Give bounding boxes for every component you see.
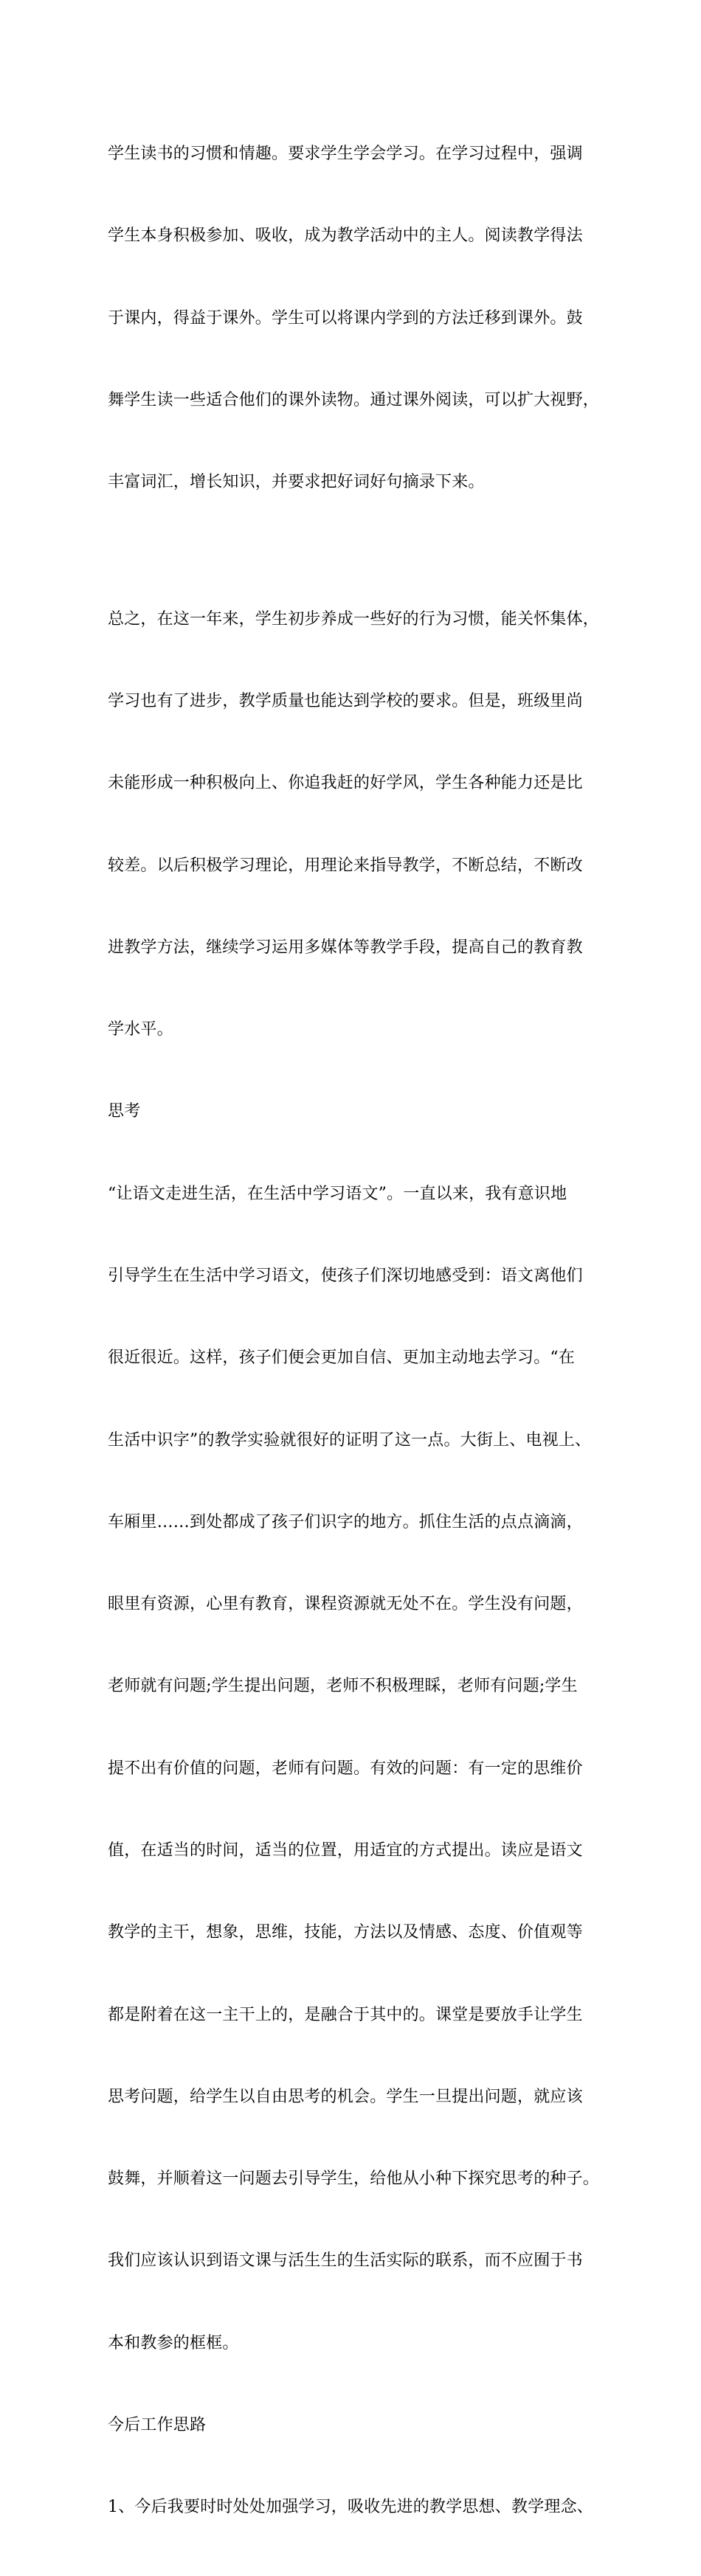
text-line: 丰富词汇，增长知识，并要求把好词好句摘录下来。 <box>108 473 485 492</box>
text-line: 学生读书的习惯和情趣。要求学生学会学习。在学习过程中，强调 <box>108 145 583 164</box>
text-line: 学生本身积极参加、吸收，成为教学活动中的主人。阅读教学得法 <box>108 226 583 246</box>
text-line: 车厢里……到处都成了孩子们识字的地方。抓住生活的点点滴滴， <box>108 1512 583 1531</box>
text-line: 较差。以后积极学习理论，用理论来指导教学，不断总结，不断改 <box>108 856 583 875</box>
text-line: 眼里有资源，心里有教育，课程资源就无处不在。学生没有问题， <box>108 1595 583 1614</box>
text-line: 总之，在这一年来，学生初步养成一些好的行为习惯，能关怀集体， <box>108 609 600 629</box>
text-line: 于课内，得益于课外。学生可以将课内学到的方法迁移到课外。鼓 <box>108 308 583 328</box>
text-line: 本和教参的框框。 <box>108 2333 239 2352</box>
text-line: 教学的主干，想象，思维，技能，方法以及情感、态度、价值观等 <box>108 1923 583 1942</box>
text-line: 思考问题，给学生以自由思考的机会。学生一旦提出问题，就应该 <box>108 2087 583 2106</box>
paragraph-reading-habits <box>108 86 602 551</box>
text-line: 值，在适当的时间，适当的位置，用适宜的方式提出。读应是语文 <box>108 1841 583 1860</box>
text-line: 引导学生在生活中学习语文，使孩子们深切地感受到：语文离他们 <box>108 1267 583 1286</box>
text-line: 都是附着在这一主干上的，是融合于其中的。课堂是要放手让学生 <box>108 2005 583 2024</box>
text-line: 很近很近。这样，孩子们便会更加自信、更加主动地去学习。“在 <box>108 1348 576 1368</box>
text-line: 舞学生读一些适合他们的课外读物。通过课外阅读，可以扩大视野， <box>108 391 600 410</box>
document-body <box>108 86 602 2576</box>
text-line: 未能形成一种积极向上、你追我赶的好学风，学生各种能力还是比 <box>108 774 583 793</box>
paragraph-future-plan <box>108 2439 602 2575</box>
text-line: 学习也有了进步，教学质量也能达到学校的要求。但是，班级里尚 <box>108 692 583 711</box>
text-line: “让语文走进生活，在生活中学习语文”。一直以来，我有意识地 <box>108 1184 567 1203</box>
text-line: 1、今后我要时时处处加强学习，吸收先进的教学思想、教学理念、 <box>108 2498 593 2517</box>
text-line: 学水平。 <box>108 1020 173 1039</box>
section-heading-future-plan: 今后工作思路 <box>108 2415 207 2434</box>
text-line: 进教学方法，继续学习运用多媒体等教学手段，提高自己的教育教 <box>108 938 583 957</box>
text-line: 提不出有价值的问题，老师有问题。有效的问题：有一定的思维价 <box>108 1759 583 1778</box>
text-line: 鼓舞，并顺着这一问题去引导学生，给他从小种下探究思考的种子。 <box>108 2170 600 2189</box>
section-heading-reflection: 思考 <box>108 1102 141 1121</box>
paragraph-reflection <box>108 1126 602 2411</box>
text-line: 生活中识字”的教学实验就很好的证明了这一点。大街上、电视上、 <box>108 1430 592 1450</box>
paragraph-summary <box>108 551 602 1098</box>
text-line: 老师就有问题;学生提出问题，老师不积极理睬，老师有问题;学生 <box>108 1677 578 1696</box>
text-line: 我们应该认识到语文课与活生生的生活实际的联系，而不应囿于书 <box>108 2251 583 2271</box>
